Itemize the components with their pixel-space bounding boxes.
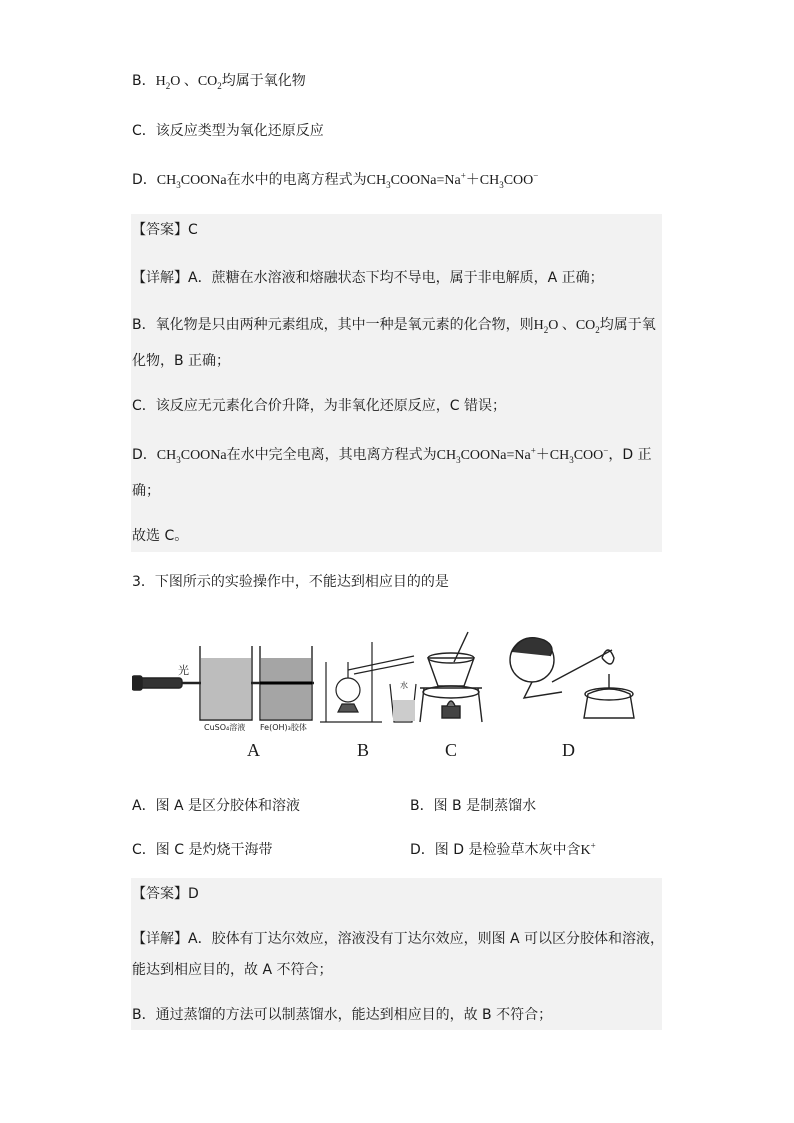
q3-answer: 【答案】D	[132, 886, 199, 902]
q2-detail-d-line1: D．$CH_3COONa$在水中完全电离，其电离方程式为$CH_3COONa=Na^++CH_3COO^-$，D 正	[132, 445, 652, 465]
q2-detail-a: 【详解】A．蔗糖在水溶液和熔融状态下均不导电，属于非电解质，A 正确；	[132, 270, 604, 286]
experiment-figure	[132, 622, 652, 732]
q3-detail-a-line1: 【详解】A．胶体有丁达尔效应，溶液没有丁达尔效应，则图 A 可以区分胶体和溶液，	[132, 931, 665, 947]
figure-d-flame-test	[510, 638, 634, 718]
figure-label-c: C	[445, 740, 458, 760]
feoh3-label: Fe(OH)₃胶体	[260, 723, 307, 732]
q2-conclusion: 故选 C。	[132, 528, 189, 544]
q3-option-c: C．图 C 是灼烧干海带	[132, 842, 273, 858]
q2-answer: 【答案】C	[132, 222, 198, 238]
figure-c-crucible	[420, 632, 482, 722]
q2-detail-b-line2: 化物，B 正确；	[132, 353, 231, 369]
q3-detail-b: B．通过蒸馏的方法可以制蒸馏水，能达到相应目的，故 B 不符合；	[132, 1007, 553, 1023]
water-label: 水	[400, 681, 408, 690]
q3-detail-a-line2: 能达到相应目的，故 A 不符合；	[132, 962, 333, 978]
q2-option-c: C．该反应类型为氧化还原反应	[132, 123, 324, 139]
q2-detail-c: C．该反应无元素化合价升降，为非氧化还原反应，C 错误；	[132, 398, 506, 414]
light-label: 光	[178, 664, 189, 677]
figure-label-a: A	[247, 740, 260, 760]
q2-detail-b-line1: B．氧化物是只由两种元素组成，其中一种是氧元素的化合物，则$H_2O$ 、$CO_2$均属于氧	[132, 317, 656, 335]
figure-a-tyndall	[132, 646, 314, 720]
q2-detail-d-line2: 确；	[132, 483, 160, 499]
q3-option-b: B．图 B 是制蒸馏水	[410, 798, 537, 814]
cuso4-label: CuSO₄溶液	[204, 723, 246, 732]
q2-option-d: D．$CH_3COONa$在水中的电离方程式为$CH_3COONa=Na^++CH_3COO^-$	[132, 170, 539, 190]
q3-stem: 3．下图所示的实验操作中，不能达到相应目的的是	[132, 574, 449, 590]
answer-panel-q2	[131, 214, 662, 552]
q3-option-d: D．图 D 是检验草木灰中含K+	[410, 840, 596, 858]
figure-label-d: D	[562, 740, 575, 760]
q3-option-a: A．图 A 是区分胶体和溶液	[132, 798, 301, 814]
q2-option-b: B．$H_2O$ 、$CO_2$均属于氧化物	[132, 73, 306, 91]
figure-label-b: B	[357, 740, 370, 760]
